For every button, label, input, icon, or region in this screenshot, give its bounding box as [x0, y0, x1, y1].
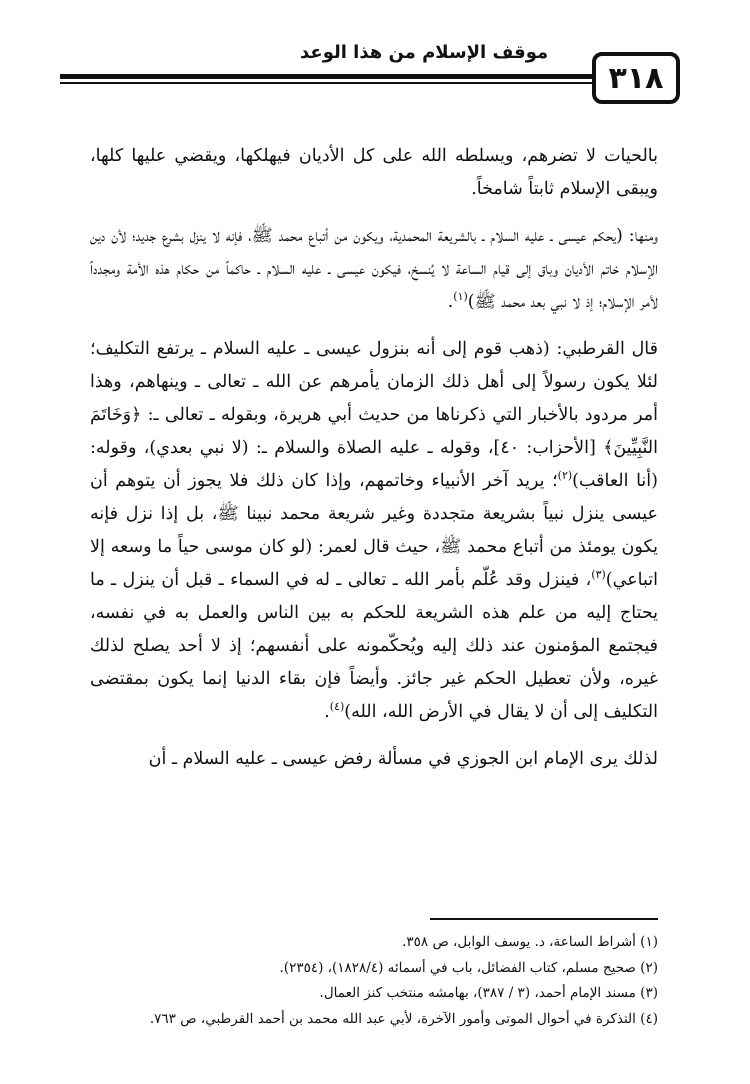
page-header: [60, 38, 680, 98]
paragraph-3-text-c: ، فينزل وقد عُلّم بأمر الله ـ تعالى ـ له في السماء ـ قبل أن ينزل ـ ما يحتاج إليه من علم هذه الشريعة للحكم به بين الناس والعمل به في نفسه، فيجتمع المؤمنون عند ذلك إليه ويُحكّمونه على أنفسهم؛ إذ لا أحد يصلح لذلك غيره، ولأن تعطيل الحكم غير جائز. وأيضاً فإن بقاء الدنيا إنما يكون بمقتضى التكليف إلى أن لا يقال في الأرض الله، الله): [90, 570, 658, 722]
footnote-1: (١) أشراط الساعة، د. يوسف الوابل، ص ٣٥٨.: [402, 934, 658, 950]
paragraph-3-text-b: ؛ يريد آخر الأنبياء وخاتمهم، وإذا كان ذلك فلا يجوز أن يتوهم أن عيسى ينزل نبياً بشريعة متجددة وغير شريعة محمد نبينا ﷺ، بل إذا نزل فإنه يكون يومئذ من أتباع محمد ﷺ، حيث قال لعمر: (لو كان موسى حياً ما وسعه إلا اتباعي): [90, 471, 658, 590]
paragraph-2-text: ومنها: (يحكم عيسى ـ عليه السلام ـ بالشريعة المحمدية، ويكون من أتباع محمد ﷺ، فإنه لا ينزل بشرع جديد؛ لأن دين الإسلام خاتم الأديان وباق إلى قيام الساعة لا يُنسخ، فيكون عيسى ـ عليه السلام ـ حاكماً من حكام هذه الأمة ومجدداً لأمر الإسلام؛ إذ لا نبي بعد محمد ﷺ): [90, 226, 658, 312]
footnote-separator: [430, 918, 658, 920]
paragraph-4: لذلك يرى الإمام ابن الجوزي في مسألة رفض عيسى ـ عليه السلام ـ أن: [148, 749, 658, 769]
paragraph-2: ومنها: (يحكم عيسى ـ عليه السلام ـ بالشريعة المحمدية، ويكون من أتباع محمد ﷺ، فإنه لا ينزل بشرع جديد؛ لأن دين الإسلام خاتم الأديان وباق إلى قيام الساعة لا يُنسخ، فيكون عيسى ـ عليه السلام ـ حاكماً من حكام هذه الأمة ومجدداً لأمر الإسلام؛ إذ لا نبي بعد محمد ﷺ)$^{(١)}$.: [90, 226, 658, 312]
header-rule-thin: [60, 82, 600, 84]
header-rule-thick: [60, 74, 600, 79]
footnote-ref-1: (١): [453, 290, 468, 304]
footnote-2: (٢) صحيح مسلم، كتاب الفضائل، باب في أسمائه (١٨٢٨/٤)، (٢٣٥٤).: [279, 959, 658, 976]
footnote-ref-4: (٤): [329, 700, 345, 714]
footnotes: [90, 930, 658, 1032]
main-text: [90, 140, 658, 790]
paragraph-3: قال القرطبي: (ذهب قوم إلى أنه بنزول عيسى ـ عليه السلام ـ يرتفع التكليف؛ لئلا يكون رسولاً إلى أهل ذلك الزمان يأمرهم عن الله ـ تعالى ـ وينهاهم، وهذا أمر مردود بالأخبار التي ذكرناها من حديث أبي هريرة، وبقوله ـ تعالى ـ: ﴿وَخَاتَمَ النَّبِيِّينَ﴾ [الأحزاب: ٤٠]، وقوله ـ عليه الصلاة والسلام ـ: (لا نبي بعدي)، وقوله: (أنا العاقب)$^{(٢)}$؛ يريد آخر الأنبياء وخاتمهم، وإذا كان ذلك فلا يجوز أن يتوهم أن عيسى ينزل نبياً بشريعة متجددة وغير شريعة محمد نبينا ﷺ، بل إذا نزل فإنه يكون يومئذ من أتباع محمد ﷺ، حيث قال لعمر: (لو كان موسى حياً ما وسعه إلا اتباعي)$^{(٣)}$، فينزل وقد عُلّم بأمر الله ـ تعالى ـ له في السماء ـ قبل أن ينزل ـ ما يحتاج إليه من علم هذه الشريعة للحكم به بين الناس والعمل به في نفسه، فيجتمع المؤمنون عند ذلك إليه ويُحكّمونه على أنفسهم؛ إذ لا أحد يصلح لذلك غيره، ولأن تعطيل الحكم غير جائز. وأيضاً فإن بقاء الدنيا إنما يكون بمقتضى التكليف إلى أن لا يقال في الأرض الله، الله)$^{(٤)}$.: [90, 339, 658, 722]
footnote-3: (٣) مسند الإمام أحمد، (٣ / ٣٨٧)، بهامشه منتخب كنز العمال.: [319, 985, 658, 1001]
page-number: ٣١٨: [592, 52, 680, 104]
paragraph-3-text-a: قال القرطبي: (ذهب قوم إلى أنه بنزول عيسى ـ عليه السلام ـ يرتفع التكليف؛ لئلا يكون رسولاً إلى أهل ذلك الزمان يأمرهم عن الله ـ تعالى ـ وينهاهم، وهذا أمر مردود بالأخبار التي ذكرناها من حديث أبي هريرة، وبقوله ـ تعالى ـ: ﴿وَخَاتَمَ النَّبِيِّينَ﴾ [الأحزاب: ٤٠]، وقوله ـ عليه الصلاة والسلام ـ: (لا نبي بعدي)، وقوله: (أنا العاقب): [90, 339, 658, 491]
running-title: موقف الإسلام من هذا الوعد: [300, 42, 549, 63]
paragraph-1: بالحيات لا تضرهم، ويسلطه الله على كل الأديان فيهلكها، ويقضي عليها كلها، ويبقى الإسلام ثابتاً شامخاً.: [90, 146, 658, 199]
footnote-4: (٤) التذكرة في أحوال الموتى وأمور الآخرة، لأبي عبد الله محمد بن أحمد القرطبي، ص ٧٦٣.: [149, 1010, 658, 1027]
footnote-ref-3: (٣): [591, 568, 606, 582]
footnote-ref-2: (٢): [557, 469, 573, 483]
